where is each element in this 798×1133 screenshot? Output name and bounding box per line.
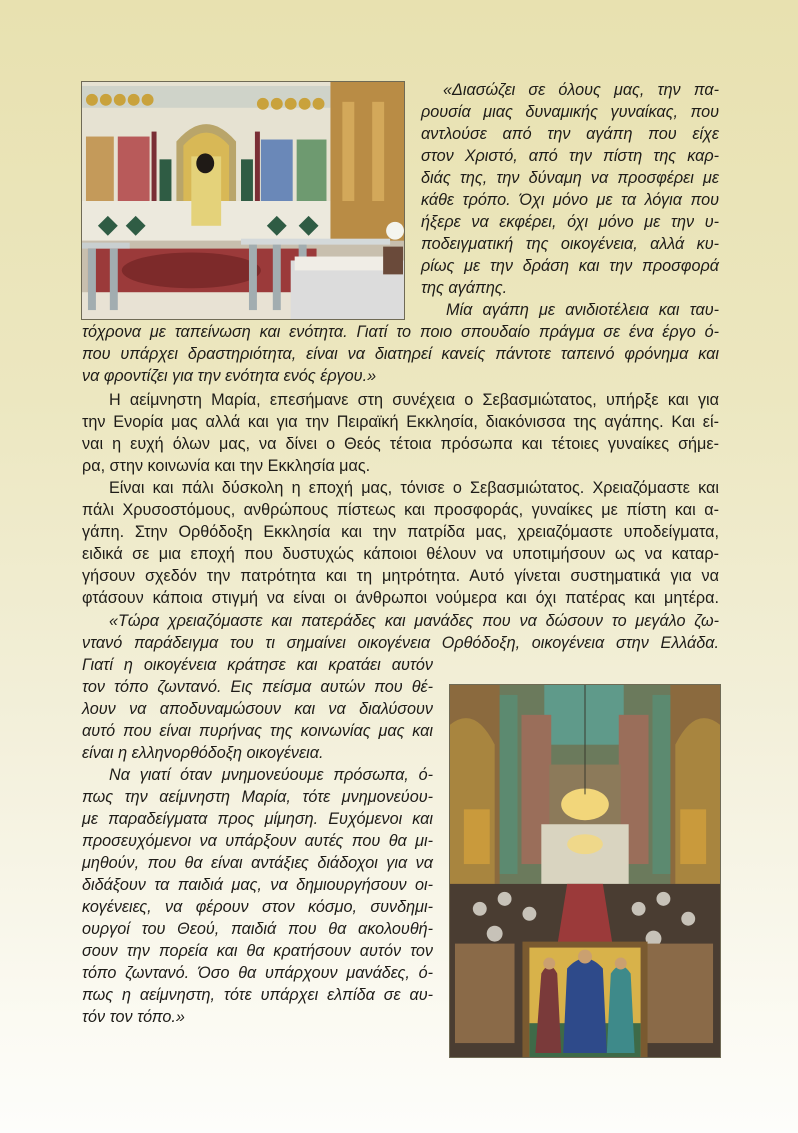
quote1-line: ρίως με την δράση και την προσφορά [421,257,719,275]
quote1-line: στον Χριστό, από την πίστη της καρ- [421,147,719,165]
para1-line: ρα, στην κοινωνία και την Εκκλησία μας. [82,457,371,475]
para2-line: γάπη. Στην Ορθόδοξη Εκκλησία και την πατρίδα μας, χρειαζόμαστε υποδείγματα, [82,523,719,541]
para2-line: γήσουν σχεδόν την πατρότητα και τη μητρότητα. Αυτό γίνεται συστηματικά για να [82,567,719,585]
quote2-line: Μία αγάπη με ανιδιοτέλεια και ταυ- [446,301,719,319]
quote4-line: κογένειες, να φέρουν στον κόσμο, συνδημι- [82,898,433,916]
church-congregation-photo-icon [450,685,720,1057]
quote4-line: διδάξουν τα παιδιά μας, να δημιουργήσουν οι- [82,876,433,894]
quote3-line: Γιατί η οικογένεια κράτησε και κρατάει αυτόν [82,656,433,674]
quote4-line: τόν τον τόπο.» [82,1008,185,1026]
quote1-line: ήξερε να εκφέρει, όχι μόνο με την υ- [421,213,719,231]
quote2-line: να φροντίζει για την ενότητα ενός έργου.» [82,367,377,385]
quote3-line: ντανό παράδειγμα του τι σημαίνει οικογένεια Ορθόδοξη, οικογένεια στην Ελλάδα. [82,634,719,652]
quote4-line: τόπο ζωντανό. Όσο θα υπάρχουν μανάδες, ό- [82,964,433,982]
quote3-line: «Τώρα χρειαζόμαστε και πατεράδες και μανάδες που να δώσουν το μεγάλο ζω- [109,612,719,630]
quote4-line: μηθούν, που θα είναι αντάξιες διάδοχοι για να [82,854,433,872]
quote4-line: με παραδείγματα προς μίμηση. Ευχόμενοι και [82,810,433,828]
quote1-line: «Διασώζει σε όλους μας, την πα- [443,81,719,99]
para1-line: την Ενορία μας αλλά και για την Πειραϊκή Εκκλησία, διακόνισσα της αγάπης. Και εί- [82,413,719,431]
photo-iconostasis [81,81,405,320]
quote4-line: ουργοί του Θεού, παιδιά που θα ακολουθή- [82,920,433,938]
quote3-line: είναι η ελληνορθόδοξη οικογένεια. [82,744,324,762]
quote4-line: πως η αείμνηστη, τότε υπάρχει ελπίδα σε αυ- [82,986,433,1004]
quote4-line: Να γιατί όταν μνημονεύουμε πρόσωπα, ό- [109,766,433,784]
quote3-line: αυτό που είναι πυρήνας της κοινωνίας μας και [82,722,433,740]
church-iconostasis-photo-icon [82,82,404,319]
para2-line: ειδικά σε μια εποχή που δυστυχώς κάποιοι θέλουν να υποτιμήσουν ως να καταρ- [82,545,719,563]
para2-line: φτάσουν κάποια στιγμή να είναι οι άνθρωποι νούμερα και όχι πατέρας και μητέρα. [82,589,719,607]
quote2-line: τόχρονα με ταπείνωση και ενότητα. Γιατί το ποιο σπουδαίο πράγμα σε ένα έργο ό- [82,323,719,341]
quote3-line: λουν να αποδυναμώσουν και να διαλύσουν [82,700,433,718]
quote1-line: αντλούσε από την αγάπη που είχε [421,125,719,143]
quote3-line: τον τόπο ζωντανό. Εις πείσμα αυτών που θέ- [82,678,433,696]
quote4-line: πως την αείμνηστη Μαρία, τότε μνημονεύου- [82,788,433,806]
para2-line: πάλι Χρυσοστόμους, ανθρώπους πίστεως και προσφοράς, γυναίκες με πίστη και α- [82,501,719,519]
quote1-line: κάθε τρόπο. Όχι μόνο με τα λόγια που [421,191,719,209]
quote1-line: ρουσία μιας δυναμικής γυναίκας, που [421,103,719,121]
para1-line: Η αείμνηστη Μαρία, επεσήμανε στη συνέχεια ο Σεβασμιώτατος, υπήρξε και για [109,391,719,409]
quote4-line: σουν την πορεία και θα κρατήσουν αυτόν τον [82,942,433,960]
quote1-line: ποδειγματική της οικογένεια, αλλά κυ- [421,235,719,253]
para2-line: Είναι και πάλι δύσκολη η εποχή μας, τόνισε ο Σεβασμιώτατος. Χρειαζόμαστε και [109,479,719,497]
quote1-line: της αγάπης. [421,279,508,297]
quote4-line: προσευχόμενοι να υπάρξουν αυτές που θα μι- [82,832,433,850]
para1-line: ναι η ευχή όλων μας, να δίνει ο Θεός τέτοια πρόσωπα και τέτοιες γυναίκες σήμε- [82,435,719,453]
photo-church-interior [449,684,721,1058]
quote2-line: που υπάρχει δραστηριότητα, είναι να διατηρεί κανείς πάντοτε ταπεινό φρόνημα και [82,345,719,363]
quote1-line: διάς της, την δύναμη να προσφέρει με [421,169,719,187]
